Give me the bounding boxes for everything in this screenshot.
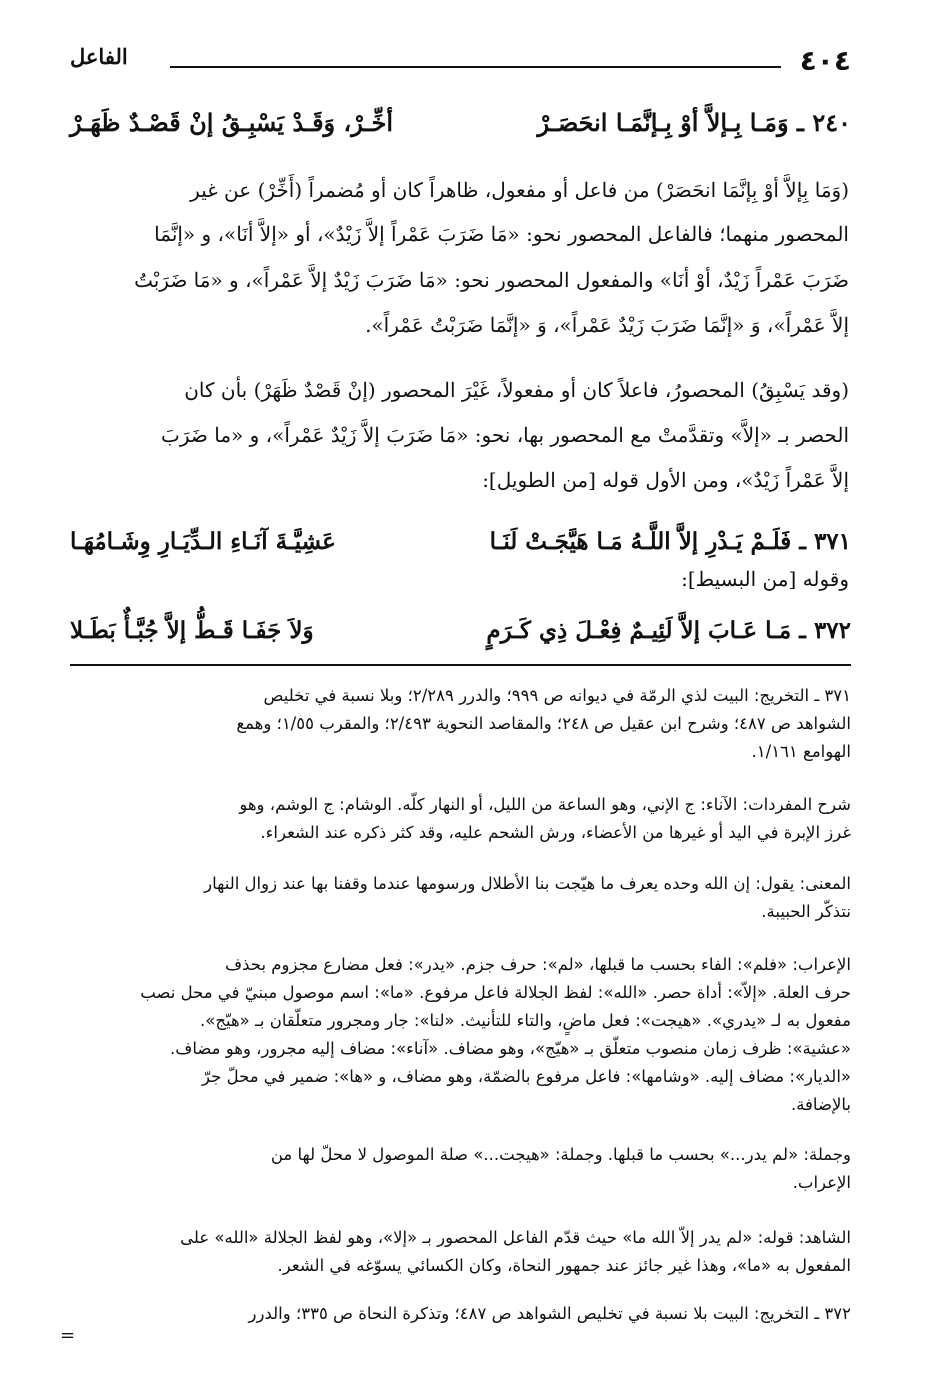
- verse-371-first-hemistich: ٣٧١ ـ فَلَـمْ يَـدْرِ إلاَّ اللَّـهُ مَـا هَيَّجَـتْ لَنَـا: [489, 528, 851, 555]
- footnote-line: «عشية»: ظرف زمان منصوب متعلّق بـ «هيّج»، وهو مضاف. «آناء»: مضاف إليه مجرور، وهو مضاف.: [169, 1039, 851, 1058]
- footnote-separator: [70, 664, 851, 666]
- verse-372-first-hemistich: ٣٧٢ ـ مَـا عَـابَ إلاَّ لَئِيـمٌ فِعْـلَ ذِي كَـرَمٍ: [486, 617, 851, 644]
- page-number: ٤٠٤: [799, 44, 851, 77]
- paragraph-line: (وقد يَسْبِقُ) المحصورُ، فاعلاً كان أو مفعولاً، غَيْرَ المحصور (إنْ قَصْدٌ ظَهَرْ) بأن كان: [184, 378, 849, 402]
- footnote-line: غرز الإبرة في اليد أو غيرها من الأعضاء، ورش الشحم عليه، وقد كثر ذكره عند الشعراء.: [260, 823, 851, 842]
- page-header: [70, 44, 851, 80]
- chapter-title: الفاعل: [70, 44, 128, 69]
- paragraph-line: الحصر بـ «إلاَّ» وتقدَّمتْ مع المحصور بها، نحو: «مَا ضَرَبَ إلاَّ زَيْدٌ عَمْراً»، و «ما ضَرَبَ: [161, 423, 849, 447]
- footnote-line: المفعول به «ما»، وهذا غير جائز عند جمهور النحاة، وكان الكسائي يسوّغه في الشعر.: [277, 1256, 851, 1275]
- footnote-line: الإعراب: «فلم»: الفاء بحسب ما قبلها، «لم»: حرف جزم. «يدر»: فعل مضارع مجزوم بحذف: [225, 955, 851, 974]
- footnote-line: الشاهد: قوله: «لم يدر إلاّ الله ما» حيث قدّم الفاعل المحصور بـ «إلا»، وهو لفظ الجلالة «الله» على: [180, 1228, 851, 1247]
- continuation-mark: =: [60, 1325, 76, 1346]
- footnote-line: مفعول به لـ «يدري». «هيجت»: فعل ماضٍ، والتاء للتأنيث. «لنا»: جار ومجرور متعلّقان بـ «هيّج».: [200, 1011, 851, 1030]
- footnote-line: «الديار»: مضاف إليه. «وشامها»: فاعل مرفوع بالضمّة، وهو مضاف، و «ها»: ضمير في محلّ جرّ: [202, 1067, 851, 1086]
- footnote-line: ٣٧١ ـ التخريج: البيت لذي الرمّة في ديوانه ص ٩٩٩؛ والدرر ٢/٢٨٩؛ وبلا نسبة في تخليص: [263, 686, 851, 705]
- paragraph-line: المحصور منهما؛ فالفاعل المحصور نحو: «مَا ضَرَبَ عَمْراً إلاَّ زَيْدٌ»، أو «إلاَّ أنَا»، و «إنَّمَا: [154, 222, 849, 246]
- footnote-line: بالإضافة.: [790, 1095, 851, 1114]
- footnote-line: الهوامع ١/١٦١.: [751, 742, 851, 761]
- footnote-line: الشواهد ص ٤٨٧؛ وشرح ابن عقيل ص ٢٤٨؛ والمقاصد النحوية ٢/٤٩٣؛ والمقرب ١/٥٥؛ وهمع: [236, 714, 851, 733]
- footnote-line: الإعراب.: [792, 1173, 851, 1192]
- verse-371-second-hemistich: عَشِيَّـةَ آنَـاءِ الـدِّيَـارِ وِشَـامُهَـا: [70, 528, 336, 555]
- footnote-line: وجملة: «لم يدر...» بحسب ما قبلها. وجملة: «هيجت...» صلة الموصول لا محلّ لها من: [270, 1145, 851, 1164]
- footnote-line: المعنى: يقول: إن الله وحده يعرف ما هيّجت بنا الأطلال ورسومها عندما وقفنا بها عند زوال النهار: [204, 874, 851, 893]
- paragraph-line: ضَرَبَ عَمْراً زَيْدٌ، أوْ أنَا» والمفعول المحصور نحو: «مَا ضَرَبَ زَيْدٌ إلاَّ عَمْراً»، و «مَا ضَرَبْتُ: [134, 268, 849, 292]
- verse-372-second-hemistich: وَلاَ جَفَـا قَـطُّ إلاَّ جُبَّـأٌ بَطَـلا: [70, 617, 314, 644]
- footnote-line: حرف العلة. «إلاّ»: أداة حصر. «الله»: لفظ الجلالة فاعل مرفوع. «ما»: اسم موصول مبنيّ في محل نصب: [140, 983, 851, 1002]
- paragraph-line: (وَمَا بِإلاَّ أوْ بِإنَّمَا انحَصَرْ) من فاعل أو مفعول، ظاهراً كان أو مُضمراً (أَخِّرْ) عن غير: [190, 178, 849, 202]
- header-rule: [170, 66, 781, 68]
- verse-372-intro: وقوله [من البسيط]:: [681, 567, 849, 591]
- verse-240-second-hemistich: أخِّـرْ، وَقَـدْ يَسْبِـقُ إنْ قَصْـدٌ ظَهَـرْ: [70, 108, 394, 137]
- verse-240-first-hemistich: ٢٤٠ ـ وَمَـا بِـإلاَّ أوْ بِـإنَّمَـا انحَصَـرْ: [537, 108, 851, 137]
- footnote-line: شرح المفردات: الآناء: ج الإني، وهو الساعة من الليل، أو النهار كلّه. الوشام: ج الوشم، وهو: [239, 795, 851, 814]
- footnote-line: ٣٧٢ ـ التخريج: البيت بلا نسبة في تخليص الشواهد ص ٤٨٧؛ وتذكرة النحاة ص ٣٣٥؛ والدرر: [248, 1304, 851, 1323]
- footnote-line: نتذكّر الحبيبة.: [761, 902, 851, 921]
- paragraph-line: إلاَّ عَمْراً زَيْدٌ»، ومن الأول قوله [من الطويل]:: [482, 468, 849, 492]
- paragraph-line: إلاَّ عَمْراً»، وَ «إنَّمَا ضَرَبَ زَيْدٌ عَمْراً»، وَ «إنَّمَا ضَرَبْتُ عَمْراً».: [365, 313, 849, 337]
